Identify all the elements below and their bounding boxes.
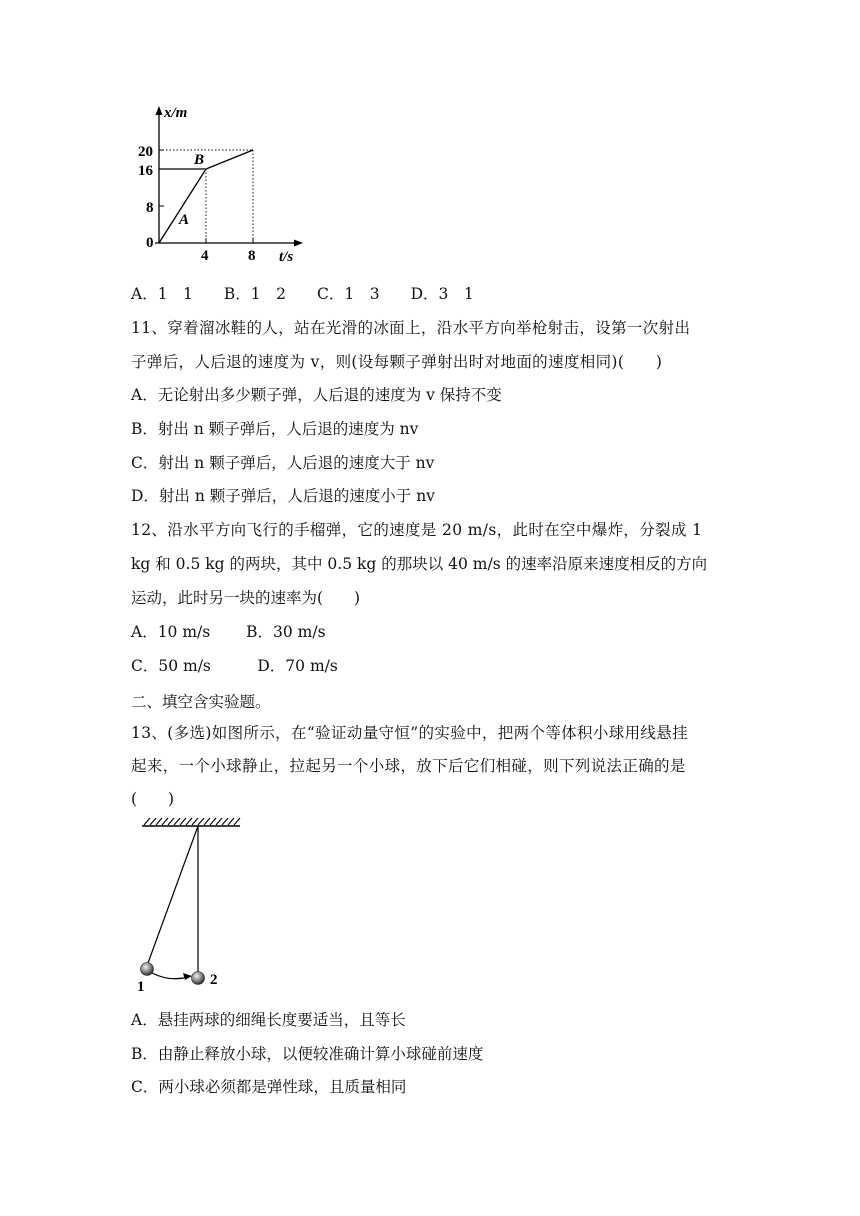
segment-a <box>159 169 206 243</box>
string-1 <box>148 826 198 963</box>
q12-stem-line1: 12、沿水平方向飞行的手榴弹，它的速度是 20 m/s，此时在空中爆炸，分裂成 1 <box>131 521 703 539</box>
q11-option-b: B．射出 n 颗子弹后，人后退的速度为 nv <box>131 420 419 438</box>
xt-graph <box>135 100 325 270</box>
swing-arrowhead <box>183 973 192 980</box>
q13-option-c: C．两小球必须都是弹性球，且质量相同 <box>131 1078 407 1096</box>
segment-b <box>206 150 253 169</box>
ball-1 <box>141 963 154 976</box>
q11-stem-line1: 11、穿着溜冰鞋的人，站在光滑的冰面上，沿水平方向举枪射击，设第一次射出 <box>131 319 691 337</box>
y-tick-label-8: 8 <box>146 200 154 216</box>
swing-arrow <box>152 973 188 979</box>
q11-option-c: C．射出 n 颗子弹后，人后退的速度大于 nv <box>131 454 435 472</box>
q12-options-row1: A．10 m/s B．30 m/s <box>131 623 326 641</box>
y-tick-label-20: 20 <box>138 144 153 160</box>
q11-stem-line2: 子弹后，人后退的速度为 v，则(设每颗子弹射出时对地面的速度相同)( ) <box>131 353 663 371</box>
ball-2 <box>192 972 205 985</box>
x-axis-label: t/s <box>279 249 294 265</box>
point-a-label: A <box>179 212 190 228</box>
x-axis-arrow <box>294 240 303 247</box>
point-b-label: B <box>194 152 205 168</box>
q13-option-a: A．悬挂两球的细绳长度要适当，且等长 <box>131 1011 406 1029</box>
q13-stem-line2: 起来，一个小球静止，拉起另一个小球，放下后它们相碰，则下列说法正确的是 <box>131 757 686 775</box>
q11-option-a: A．无论射出多少颗子弹，人后退的速度为 v 保持不变 <box>131 386 502 404</box>
pendulum-figure <box>130 810 270 995</box>
x-tick-label-4: 4 <box>201 248 209 264</box>
ceiling-support <box>142 818 240 826</box>
y-tick-label-16: 16 <box>138 163 153 179</box>
q12-stem-line3: 运动，此时另一块的速率为( ) <box>131 589 361 607</box>
y-tick-label-0: 0 <box>146 235 154 251</box>
section-heading: 二、填空含实验题。 <box>131 693 271 711</box>
q13-stem-line3: ( ) <box>131 790 175 808</box>
q10-options: A．1 1 B．1 2 C．1 3 D．3 1 <box>131 285 474 303</box>
x-tick-label-8: 8 <box>248 248 256 264</box>
q13-stem-line1: 13、(多选)如图所示，在“验证动量守恒”的实验中，把两个等体积小球用线悬挂 <box>131 724 688 742</box>
ball-2-label: 2 <box>210 972 218 988</box>
y-axis-label: x/m <box>164 105 188 121</box>
y-axis-arrow <box>156 106 163 115</box>
ball-1-label: 1 <box>137 979 145 995</box>
q13-option-b: B．由静止释放小球，以便较准确计算小球碰前速度 <box>131 1045 484 1063</box>
q12-options-row2: C．50 m/s D．70 m/s <box>131 657 338 675</box>
q11-option-d: D．射出 n 颗子弹后，人后退的速度小于 nv <box>131 487 435 505</box>
q12-stem-line2: kg 和 0.5 kg 的两块，其中 0.5 kg 的那块以 40 m/s 的速率沿原来速度相反的方向 <box>131 555 708 573</box>
